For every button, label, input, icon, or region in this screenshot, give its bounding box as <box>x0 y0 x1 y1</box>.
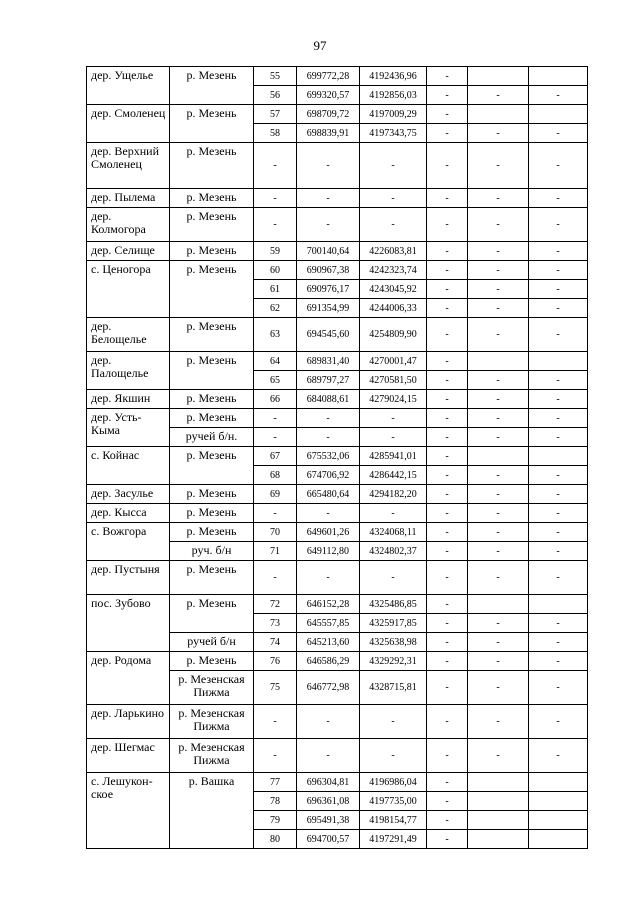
settlement-cell: дер. Ущелье <box>87 67 170 105</box>
water-body-cell: р. Мезень <box>170 189 254 208</box>
point-number-cell: 65 <box>254 371 297 390</box>
value-cell: - <box>529 428 588 447</box>
x-coordinate-cell: 646586,29 <box>297 652 360 671</box>
table-body <box>87 67 588 849</box>
value-cell: - <box>529 261 588 280</box>
y-coordinate-cell: - <box>360 705 427 739</box>
value-cell: - <box>529 143 588 189</box>
y-coordinate-cell: - <box>360 504 427 523</box>
value-cell: - <box>427 671 468 705</box>
value-cell: - <box>529 189 588 208</box>
settlement-cell: с. Койнас <box>87 447 170 485</box>
table-row <box>87 143 588 189</box>
y-coordinate-cell: 4198154,77 <box>360 811 427 830</box>
value-cell: - <box>427 143 468 189</box>
point-number-cell: - <box>254 739 297 773</box>
x-coordinate-cell: 694545,60 <box>297 318 360 352</box>
value-cell <box>529 792 588 811</box>
value-cell: - <box>529 280 588 299</box>
value-cell: - <box>468 143 529 189</box>
table-row <box>87 208 588 242</box>
water-body-cell: р. Мезень <box>170 409 254 428</box>
value-cell: - <box>427 792 468 811</box>
value-cell: - <box>529 409 588 428</box>
water-body-cell: р. Мезень <box>170 143 254 189</box>
water-body-cell: р. Мезень <box>170 595 254 633</box>
table-row <box>87 447 588 466</box>
value-cell: - <box>529 561 588 595</box>
value-cell: - <box>468 261 529 280</box>
value-cell: - <box>427 67 468 86</box>
y-coordinate-cell: 4243045,92 <box>360 280 427 299</box>
value-cell: - <box>468 504 529 523</box>
value-cell: - <box>427 280 468 299</box>
value-cell: - <box>468 86 529 105</box>
y-coordinate-cell: 4325917,85 <box>360 614 427 633</box>
settlement-cell: дер. Шегмас <box>87 739 170 773</box>
point-number-cell: 67 <box>254 447 297 466</box>
point-number-cell: 62 <box>254 299 297 318</box>
data-table <box>86 66 588 849</box>
value-cell: - <box>468 390 529 409</box>
point-number-cell: 72 <box>254 595 297 614</box>
value-cell <box>468 830 529 849</box>
settlement-cell: пос. Зубово <box>87 595 170 652</box>
point-number-cell: - <box>254 208 297 242</box>
point-number-cell: - <box>254 504 297 523</box>
point-number-cell: 59 <box>254 242 297 261</box>
value-cell <box>468 447 529 466</box>
x-coordinate-cell: - <box>297 739 360 773</box>
x-coordinate-cell: 699320,57 <box>297 86 360 105</box>
value-cell: - <box>427 504 468 523</box>
value-cell: - <box>427 705 468 739</box>
value-cell: - <box>529 124 588 143</box>
value-cell: - <box>427 371 468 390</box>
x-coordinate-cell: 689797,27 <box>297 371 360 390</box>
water-body-cell: р. Мезень <box>170 208 254 242</box>
value-cell: - <box>427 739 468 773</box>
table-row <box>87 242 588 261</box>
settlement-cell: с. Вожгора <box>87 523 170 561</box>
water-body-cell: р. Мезень <box>170 242 254 261</box>
water-body-cell: р. Мезень <box>170 390 254 409</box>
settlement-cell: дер. Усть-Кыма <box>87 409 170 447</box>
table-row <box>87 261 588 280</box>
y-coordinate-cell: 4196986,04 <box>360 773 427 792</box>
point-number-cell: 66 <box>254 390 297 409</box>
value-cell: - <box>427 242 468 261</box>
x-coordinate-cell: - <box>297 428 360 447</box>
y-coordinate-cell: - <box>360 189 427 208</box>
value-cell: - <box>529 86 588 105</box>
value-cell: - <box>529 299 588 318</box>
y-coordinate-cell: 4325486,85 <box>360 595 427 614</box>
point-number-cell: 70 <box>254 523 297 542</box>
water-body-cell: р. Мезенская Пижма <box>170 739 254 773</box>
settlement-cell: дер. Белощелье <box>87 318 170 352</box>
water-body-cell: р. Мезень <box>170 652 254 671</box>
point-number-cell: 61 <box>254 280 297 299</box>
y-coordinate-cell: 4279024,15 <box>360 390 427 409</box>
water-body-cell: р. Мезень <box>170 523 254 542</box>
point-number-cell: 64 <box>254 352 297 371</box>
point-number-cell: - <box>254 409 297 428</box>
point-number-cell: 56 <box>254 86 297 105</box>
x-coordinate-cell: - <box>297 409 360 428</box>
x-coordinate-cell: 649112,80 <box>297 542 360 561</box>
settlement-cell: с. Ценогора <box>87 261 170 318</box>
value-cell <box>529 811 588 830</box>
y-coordinate-cell: 4192436,96 <box>360 67 427 86</box>
value-cell: - <box>468 242 529 261</box>
value-cell: - <box>529 523 588 542</box>
water-body-cell: р. Мезенская Пижма <box>170 671 254 705</box>
point-number-cell: 74 <box>254 633 297 652</box>
x-coordinate-cell: 690967,38 <box>297 261 360 280</box>
value-cell: - <box>468 542 529 561</box>
value-cell <box>529 67 588 86</box>
x-coordinate-cell: - <box>297 504 360 523</box>
value-cell: - <box>427 390 468 409</box>
value-cell: - <box>427 447 468 466</box>
settlement-cell: с. Лешукон-ское <box>87 773 170 849</box>
table-row <box>87 409 588 428</box>
value-cell <box>468 773 529 792</box>
y-coordinate-cell: 4328715,81 <box>360 671 427 705</box>
x-coordinate-cell: 696361,08 <box>297 792 360 811</box>
point-number-cell: 75 <box>254 671 297 705</box>
table-row <box>87 523 588 542</box>
y-coordinate-cell: 4286442,15 <box>360 466 427 485</box>
x-coordinate-cell: - <box>297 561 360 595</box>
value-cell: - <box>529 652 588 671</box>
table-row <box>87 189 588 208</box>
table-row <box>87 561 588 595</box>
settlement-cell: дер. Ларькино <box>87 705 170 739</box>
y-coordinate-cell: 4244006,33 <box>360 299 427 318</box>
point-number-cell: 80 <box>254 830 297 849</box>
settlement-cell: дер. Пылема <box>87 189 170 208</box>
x-coordinate-cell: 690976,17 <box>297 280 360 299</box>
y-coordinate-cell: 4242323,74 <box>360 261 427 280</box>
y-coordinate-cell: 4329292,31 <box>360 652 427 671</box>
value-cell: - <box>468 189 529 208</box>
value-cell <box>529 830 588 849</box>
point-number-cell: 57 <box>254 105 297 124</box>
table-row <box>87 67 588 86</box>
value-cell: - <box>529 390 588 409</box>
y-coordinate-cell: 4285941,01 <box>360 447 427 466</box>
settlement-cell: дер. Смоленец <box>87 105 170 143</box>
value-cell: - <box>468 633 529 652</box>
value-cell: - <box>427 542 468 561</box>
value-cell: - <box>468 124 529 143</box>
value-cell: - <box>427 773 468 792</box>
water-body-cell: р. Мезень <box>170 261 254 318</box>
settlement-cell: дер. Верхний Смоленец <box>87 143 170 189</box>
value-cell: - <box>529 671 588 705</box>
point-number-cell: 78 <box>254 792 297 811</box>
point-number-cell: 69 <box>254 485 297 504</box>
value-cell <box>468 105 529 124</box>
value-cell: - <box>468 671 529 705</box>
value-cell: - <box>468 614 529 633</box>
x-coordinate-cell: 700140,64 <box>297 242 360 261</box>
value-cell: - <box>529 485 588 504</box>
point-number-cell: 55 <box>254 67 297 86</box>
point-number-cell: 63 <box>254 318 297 352</box>
x-coordinate-cell: 674706,92 <box>297 466 360 485</box>
value-cell: - <box>427 595 468 614</box>
value-cell: - <box>427 561 468 595</box>
point-number-cell: 68 <box>254 466 297 485</box>
value-cell: - <box>427 299 468 318</box>
settlement-cell: дер. Колмогора <box>87 208 170 242</box>
value-cell: - <box>468 371 529 390</box>
value-cell: - <box>529 242 588 261</box>
value-cell: - <box>427 523 468 542</box>
point-number-cell: - <box>254 428 297 447</box>
value-cell: - <box>529 371 588 390</box>
page-number: 97 <box>313 38 327 53</box>
value-cell <box>529 352 588 371</box>
settlement-cell: дер. Пустыня <box>87 561 170 595</box>
value-cell: - <box>427 318 468 352</box>
value-cell: - <box>427 466 468 485</box>
value-cell <box>529 447 588 466</box>
value-cell: - <box>468 466 529 485</box>
y-coordinate-cell: 4270001,47 <box>360 352 427 371</box>
y-coordinate-cell: - <box>360 561 427 595</box>
value-cell: - <box>468 652 529 671</box>
water-body-cell: р. Вашка <box>170 773 254 849</box>
value-cell <box>529 595 588 614</box>
value-cell <box>529 105 588 124</box>
settlement-cell: дер. Якшин <box>87 390 170 409</box>
point-number-cell: 73 <box>254 614 297 633</box>
table-row <box>87 652 588 671</box>
x-coordinate-cell: - <box>297 208 360 242</box>
value-cell: - <box>468 485 529 504</box>
table-row <box>87 390 588 409</box>
water-body-cell: р. Мезень <box>170 485 254 504</box>
settlement-cell: дер. Засулье <box>87 485 170 504</box>
point-number-cell: 71 <box>254 542 297 561</box>
table-row <box>87 705 588 739</box>
value-cell: - <box>468 739 529 773</box>
value-cell: - <box>468 280 529 299</box>
y-coordinate-cell: - <box>360 208 427 242</box>
value-cell: - <box>468 428 529 447</box>
water-body-cell: ручей б/н <box>170 633 254 652</box>
value-cell <box>468 811 529 830</box>
value-cell: - <box>468 318 529 352</box>
x-coordinate-cell: 694700,57 <box>297 830 360 849</box>
point-number-cell: 77 <box>254 773 297 792</box>
value-cell: - <box>427 428 468 447</box>
water-body-cell: р. Мезень <box>170 561 254 595</box>
point-number-cell: - <box>254 189 297 208</box>
table-row <box>87 105 588 124</box>
settlement-cell: дер. Кысса <box>87 504 170 523</box>
point-number-cell: - <box>254 561 297 595</box>
x-coordinate-cell: 695491,38 <box>297 811 360 830</box>
value-cell: - <box>427 811 468 830</box>
water-body-cell: р. Мезень <box>170 352 254 390</box>
table-row <box>87 318 588 352</box>
water-body-cell: руч. б/н <box>170 542 254 561</box>
table-row <box>87 485 588 504</box>
settlement-cell: дер. Палощелье <box>87 352 170 390</box>
value-cell: - <box>468 299 529 318</box>
value-cell: - <box>427 409 468 428</box>
table-row <box>87 352 588 371</box>
value-cell: - <box>427 105 468 124</box>
table-row <box>87 739 588 773</box>
value-cell: - <box>427 633 468 652</box>
point-number-cell: - <box>254 143 297 189</box>
settlement-cell: дер. Селище <box>87 242 170 261</box>
value-cell: - <box>529 208 588 242</box>
x-coordinate-cell: 645557,85 <box>297 614 360 633</box>
water-body-cell: р. Мезень <box>170 105 254 143</box>
x-coordinate-cell: 684088,61 <box>297 390 360 409</box>
y-coordinate-cell: 4325638,98 <box>360 633 427 652</box>
x-coordinate-cell: 698709,72 <box>297 105 360 124</box>
value-cell: - <box>427 261 468 280</box>
value-cell: - <box>529 633 588 652</box>
y-coordinate-cell: 4197009,29 <box>360 105 427 124</box>
value-cell: - <box>427 614 468 633</box>
y-coordinate-cell: - <box>360 143 427 189</box>
water-body-cell: р. Мезенская Пижма <box>170 705 254 739</box>
y-coordinate-cell: 4197735,00 <box>360 792 427 811</box>
x-coordinate-cell: 689831,40 <box>297 352 360 371</box>
table-row <box>87 504 588 523</box>
value-cell: - <box>427 208 468 242</box>
value-cell: - <box>529 542 588 561</box>
x-coordinate-cell: 646152,28 <box>297 595 360 614</box>
y-coordinate-cell: 4197343,75 <box>360 124 427 143</box>
value-cell: - <box>468 208 529 242</box>
value-cell: - <box>427 124 468 143</box>
value-cell: - <box>427 86 468 105</box>
y-coordinate-cell: - <box>360 409 427 428</box>
x-coordinate-cell: 646772,98 <box>297 671 360 705</box>
y-coordinate-cell: - <box>360 428 427 447</box>
value-cell: - <box>529 504 588 523</box>
water-body-cell: р. Мезень <box>170 504 254 523</box>
x-coordinate-cell: 649601,26 <box>297 523 360 542</box>
value-cell: - <box>529 739 588 773</box>
value-cell: - <box>427 352 468 371</box>
value-cell <box>468 352 529 371</box>
x-coordinate-cell: 691354,99 <box>297 299 360 318</box>
x-coordinate-cell: 675532,06 <box>297 447 360 466</box>
value-cell: - <box>529 614 588 633</box>
value-cell: - <box>468 705 529 739</box>
value-cell: - <box>468 561 529 595</box>
value-cell: - <box>529 705 588 739</box>
value-cell <box>468 595 529 614</box>
x-coordinate-cell: - <box>297 189 360 208</box>
value-cell <box>468 792 529 811</box>
y-coordinate-cell: 4226083,81 <box>360 242 427 261</box>
water-body-cell: ручей б/н. <box>170 428 254 447</box>
y-coordinate-cell: 4270581,50 <box>360 371 427 390</box>
x-coordinate-cell: 698839,91 <box>297 124 360 143</box>
table-row <box>87 773 588 792</box>
point-number-cell: 76 <box>254 652 297 671</box>
water-body-cell: р. Мезень <box>170 67 254 105</box>
value-cell: - <box>468 409 529 428</box>
water-body-cell: р. Мезень <box>170 318 254 352</box>
y-coordinate-cell: 4324068,11 <box>360 523 427 542</box>
y-coordinate-cell: 4324802,37 <box>360 542 427 561</box>
y-coordinate-cell: 4192856,03 <box>360 86 427 105</box>
x-coordinate-cell: 699772,28 <box>297 67 360 86</box>
table-row <box>87 595 588 614</box>
point-number-cell: - <box>254 705 297 739</box>
y-coordinate-cell: 4197291,49 <box>360 830 427 849</box>
point-number-cell: 79 <box>254 811 297 830</box>
value-cell: - <box>529 466 588 485</box>
value-cell: - <box>468 523 529 542</box>
value-cell: - <box>427 485 468 504</box>
y-coordinate-cell: - <box>360 739 427 773</box>
x-coordinate-cell: - <box>297 143 360 189</box>
value-cell: - <box>427 830 468 849</box>
point-number-cell: 60 <box>254 261 297 280</box>
x-coordinate-cell: 645213,60 <box>297 633 360 652</box>
x-coordinate-cell: 696304,81 <box>297 773 360 792</box>
value-cell: - <box>427 652 468 671</box>
settlement-cell: дер. Родома <box>87 652 170 705</box>
x-coordinate-cell: - <box>297 705 360 739</box>
x-coordinate-cell: 665480,64 <box>297 485 360 504</box>
value-cell: - <box>529 318 588 352</box>
y-coordinate-cell: 4254809,90 <box>360 318 427 352</box>
value-cell <box>529 773 588 792</box>
y-coordinate-cell: 4294182,20 <box>360 485 427 504</box>
point-number-cell: 58 <box>254 124 297 143</box>
value-cell <box>468 67 529 86</box>
value-cell: - <box>427 189 468 208</box>
water-body-cell: р. Мезень <box>170 447 254 485</box>
